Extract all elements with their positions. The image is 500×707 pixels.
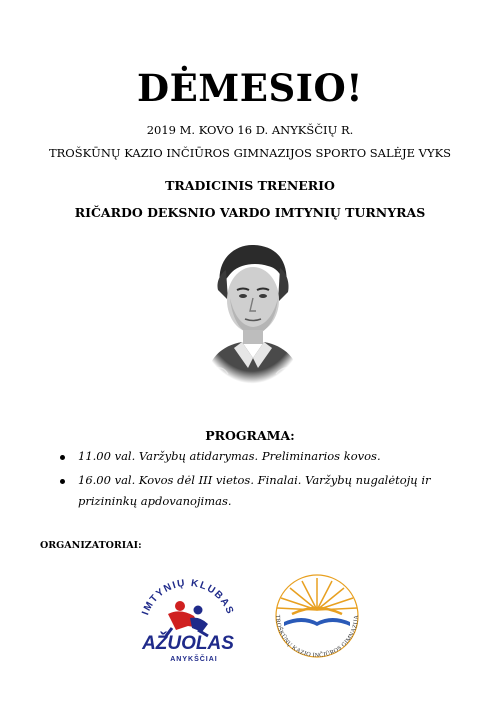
program-item [60,446,460,467]
azuolas-club-logo [128,566,248,666]
venue: TROŠKŪNŲ KAZIO INČIŪROS GIMNAZIJOS SPORTO SALĖJE VYKS [48,146,452,160]
logo1-arc-text: IMTYNIŲ KLUBAS [140,577,236,617]
logo2-arc-text: TROŠKŪNŲ KAZIO INČIŪROS GIMNAZIJA [273,614,361,660]
date-location: 2019 M. KOVO 16 D. ANYKŠČIŲ R. [146,123,354,137]
event-title-line2: RIČARDO DEKSNIO VARDO IMTYNIŲ TURNYRAS [74,205,426,220]
program-item-text: 11.00 val. Varžybų atidarymas. Preliminarios kovos. [78,449,381,463]
bullet-icon [60,455,65,460]
page-title: DĖMESIO! [137,66,363,110]
organizers-title: ORGANIZATORIAI: [40,540,142,551]
program-item [60,470,460,512]
portrait-photo [198,238,306,388]
program-title: PROGRAMA: [205,428,295,443]
svg-text:IMTYNIŲ KLUBAS [140,578,235,617]
program-item-text: 16.00 val. Kovos dėl III vietos. Finalai. Varžybų nugalėtojų ir prizininkų apdovanojimas. [78,473,431,508]
program-list [60,446,460,515]
logo1-subtitle: ANYKŠČIAI [170,656,218,663]
logo1-name: AŽUOLAS [142,633,234,654]
event-title-line1: TRADICINIS TRENERIO [165,178,335,193]
bullet-icon [60,479,65,484]
gymnasium-logo [262,570,372,665]
